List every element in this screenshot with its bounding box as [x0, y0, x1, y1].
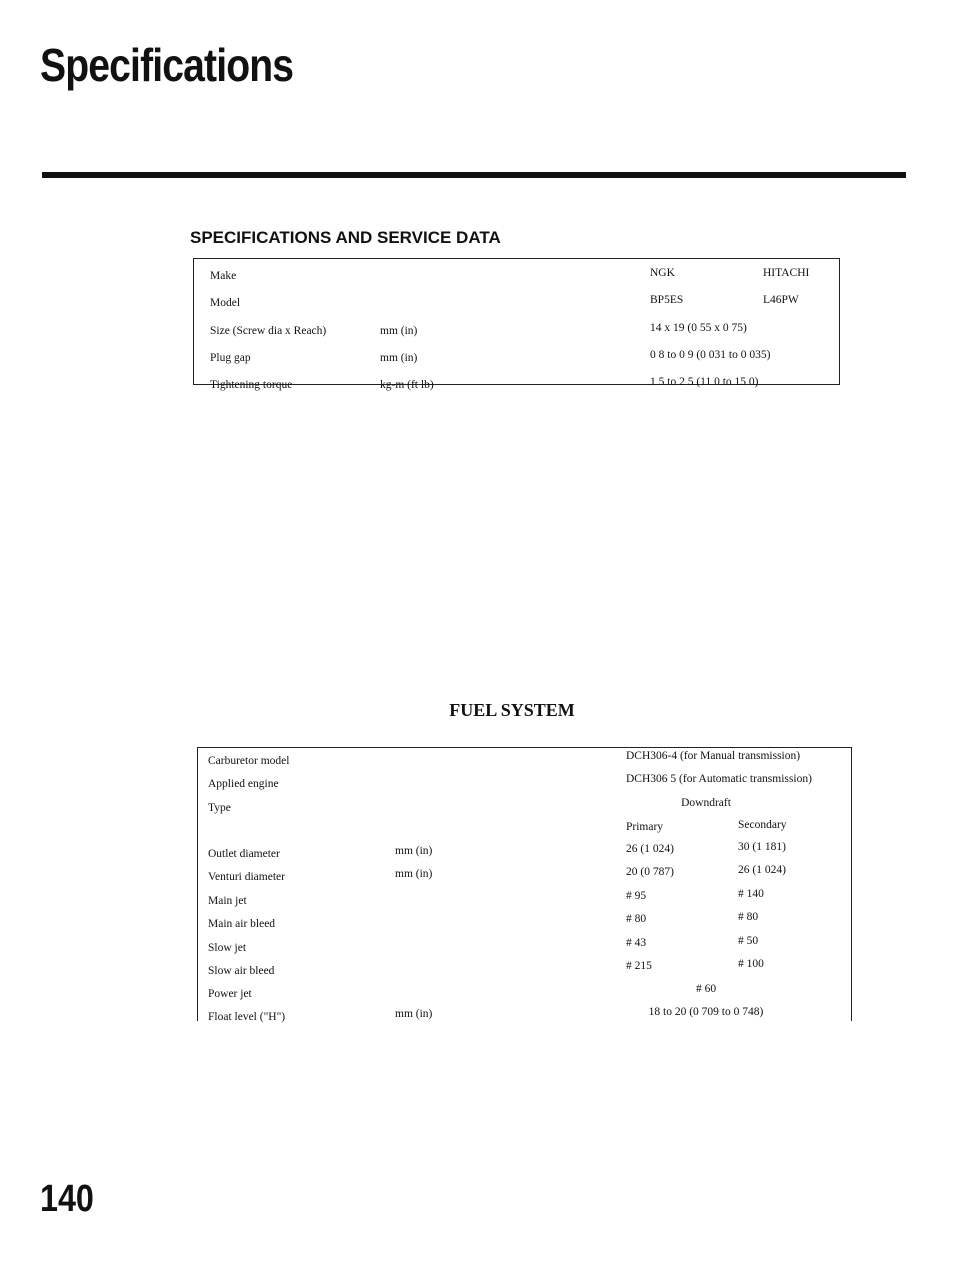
row-label: Venturi diameter: [208, 871, 285, 883]
row-unit: mm (in): [395, 1008, 433, 1020]
header-rule: [42, 172, 906, 178]
row-value: DCH306 5 (for Automatic transmission): [626, 773, 812, 785]
row-label: Outlet diameter: [208, 848, 280, 860]
row-label: Applied engine: [208, 778, 279, 790]
row-label: Slow air bleed: [208, 965, 275, 977]
page-title: Specifications: [40, 39, 294, 91]
row-unit: mm (in): [380, 352, 418, 364]
row-unit: mm (in): [395, 868, 433, 880]
row-value: 20 (0 787): [626, 866, 674, 878]
row-label: Power jet: [208, 988, 252, 1000]
row-value: 26 (1 024): [626, 843, 674, 855]
row-value: BP5ES: [650, 294, 684, 306]
row-value: NGK: [650, 267, 675, 279]
row-value-secondary: L46PW: [763, 294, 799, 306]
row-value: 18 to 20 (0 709 to 0 748): [648, 1006, 764, 1018]
row-value-secondary: # 140: [738, 888, 764, 900]
row-label: Float level ("H"): [208, 1011, 286, 1023]
fuel-system-table: [197, 747, 852, 1021]
row-value-secondary: # 50: [738, 935, 759, 947]
row-value-secondary: # 80: [738, 911, 759, 923]
row-unit: mm (in): [380, 325, 418, 337]
row-label: Carburetor model: [208, 755, 290, 767]
row-label: Plug gap: [210, 352, 251, 364]
row-label: Slow jet: [208, 942, 247, 954]
row-label: Make: [210, 270, 237, 282]
row-label: Main air bleed: [208, 918, 276, 930]
row-value: # 60: [695, 983, 717, 995]
row-value: Downdraft: [681, 797, 731, 809]
row-value: 0 8 to 0 9 (0 031 to 0 035): [650, 349, 771, 361]
row-value-secondary: 26 (1 024): [738, 864, 786, 876]
row-label: Tightening torque: [210, 379, 293, 391]
row-unit: kg-m (ft lb): [380, 379, 434, 391]
row-unit: mm (in): [395, 845, 433, 857]
row-label: Model: [210, 297, 241, 309]
row-value: DCH306-4 (for Manual transmission): [626, 750, 801, 762]
row-value: 14 x 19 (0 55 x 0 75): [650, 322, 747, 334]
row-value-secondary: 30 (1 181): [738, 841, 786, 853]
row-value-secondary: Secondary: [738, 819, 787, 831]
spark-section-title: SPECIFICATIONS AND SERVICE DATA: [190, 228, 501, 247]
row-value: 1 5 to 2 5 (11 0 to 15 0): [650, 376, 759, 388]
row-value: # 215: [626, 960, 652, 972]
fuel-section-title: FUEL SYSTEM: [449, 700, 575, 720]
row-value-secondary: # 100: [738, 958, 764, 970]
row-label: Size (Screw dia x Reach): [210, 325, 327, 337]
row-value-secondary: HITACHI: [763, 267, 810, 279]
row-label: Type: [208, 802, 231, 814]
row-value: Primary: [626, 821, 664, 833]
row-label: Main jet: [208, 895, 247, 907]
row-value: # 43: [626, 937, 647, 949]
row-value: # 95: [626, 890, 647, 902]
row-value: # 80: [626, 913, 647, 925]
page-number: 140: [40, 1178, 94, 1220]
